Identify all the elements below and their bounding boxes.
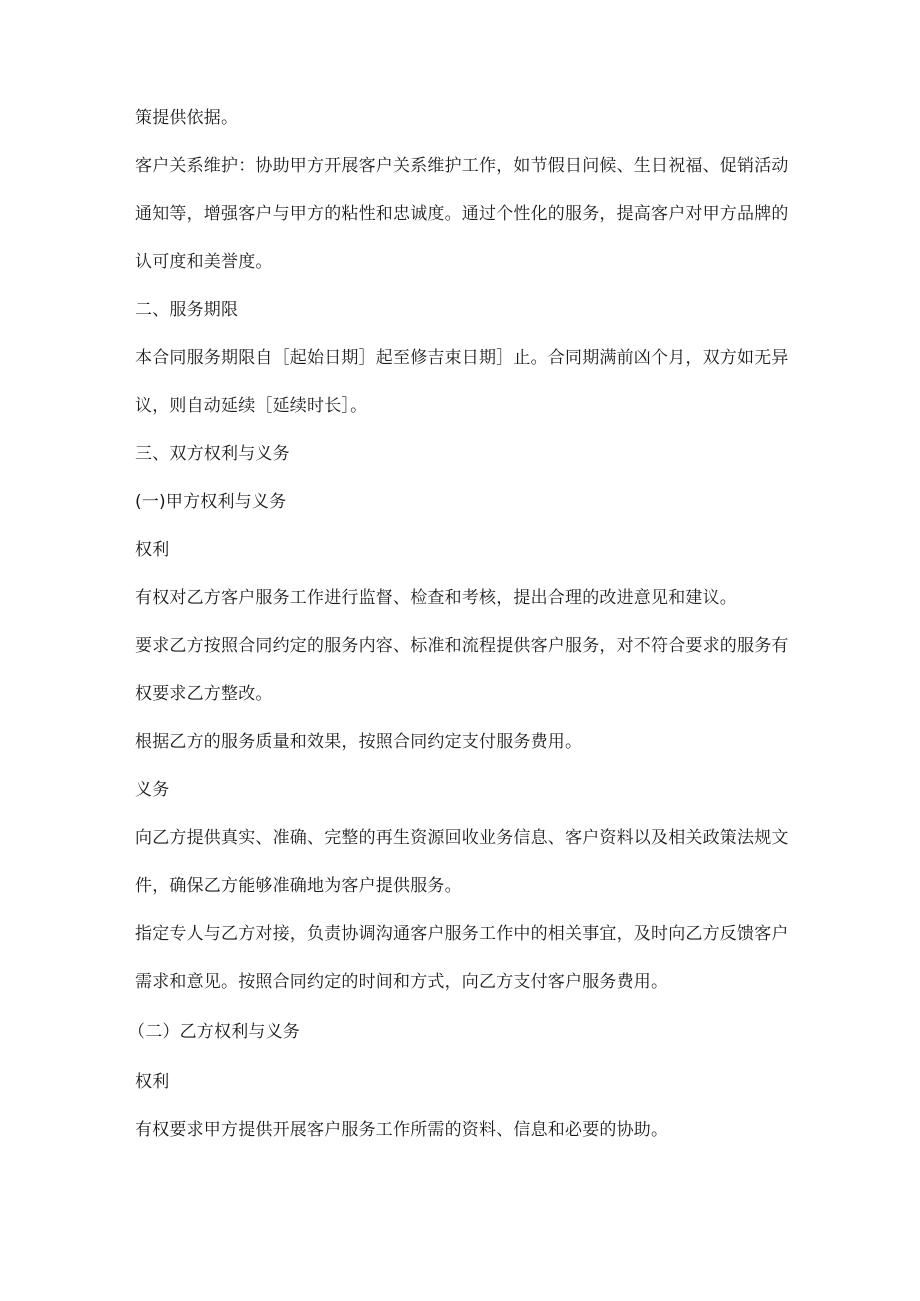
text-line: 客户关系维护：协助甲方开展客户关系维护工作，如节假日问候、生日祝福、促销活动 [135,156,789,176]
subsection-heading: （二）乙方权利与义务 [128,1022,300,1042]
item-heading: 义务 [135,780,170,800]
text-line: 本合同服务期限自［起始日期］起至修吉束日期］止。合同期满前凶个月，双方如无异 [135,348,789,368]
item-heading: 权利 [135,540,170,560]
text-line: 权要求乙方整改。 [135,684,273,704]
text-line: 有权要求甲方提供开展客户服务工作所需的资料、信息和必要的协助。 [135,1120,669,1140]
text-line: 有权对乙方客户服务工作进行监督、检查和考核，提出合理的改进意见和建议。 [135,588,737,608]
text-line: 通知等，增强客户与甲方的粘性和忠诚度。通过个性化的服务，提高客户对甲方品牌的 [135,204,789,224]
item-heading: 权利 [135,1072,170,1092]
text-line: 要求乙方按照合同约定的服务内容、标准和流程提供客户服务，对不符合要求的服务有 [135,636,789,656]
subsection-heading: (一)甲方权利与义务 [135,492,287,512]
text-line: 策提供依据。 [135,108,239,128]
text-line: 指定专人与乙方对接，负责协调沟通客户服务工作中的相关事宜，及时向乙方反馈客户 [135,924,789,944]
text-line: 需求和意见。按照合同约定的时间和方式，向乙方支付客户服务费用。 [135,972,669,992]
text-line: 根据乙方的服务质量和效果，按照合同约定支付服务费用。 [135,732,583,752]
text-line: 认可度和美誉度。 [135,252,273,272]
text-line: 向乙方提供真实、准确、完整的再生资源回收业务信息、客户资料以及相关政策法规文 [135,828,789,848]
section-heading: 三、双方权利与义务 [135,444,290,464]
text-line: 件，确保乙方能够准确地为客户提供服务。 [135,876,462,896]
text-line: 议，则自动延续［延续时长］。 [135,396,368,416]
section-heading: 二、服务期限 [135,300,239,320]
